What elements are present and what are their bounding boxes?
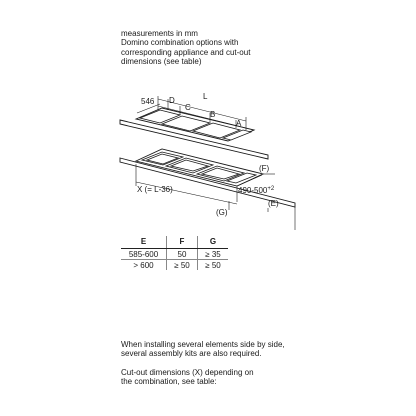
- header-e: E: [121, 236, 167, 249]
- note-line: several assembly kits are also required.: [121, 349, 262, 359]
- table-header: [121, 236, 228, 249]
- cutout-line: Cut-out dimensions (X) depending on: [121, 368, 254, 377]
- label-l: L: [203, 92, 208, 101]
- intro-line: Domino combination options with: [121, 38, 239, 48]
- table-cell: 50: [167, 249, 198, 260]
- label-490-500: $490-500^{+2}$: [238, 186, 275, 195]
- note-line: When installing several elements side by side,: [121, 340, 285, 349]
- table-cell: > 600: [133, 260, 154, 270]
- table-cell: ≥ 50: [167, 260, 198, 271]
- intro-line: measurements in mm: [121, 29, 198, 38]
- table-cell: ≥ 35: [198, 249, 229, 260]
- intro-line: dimensions (see table): [121, 57, 202, 67]
- label-e: (E): [268, 199, 279, 208]
- dim-546: 546: [141, 97, 155, 106]
- intro-line: corresponding appliance and cut-out: [121, 47, 251, 57]
- table-cell: ≥ 50: [198, 260, 229, 271]
- label-c: C: [185, 103, 191, 112]
- cutout-table: [121, 236, 228, 270]
- label-g: (G): [216, 208, 228, 217]
- label-a: A: [236, 119, 242, 128]
- table-cell: 585-600: [121, 249, 167, 260]
- label-b: B: [210, 110, 216, 119]
- cutout-note: [121, 368, 254, 387]
- label-x: X (= L-36): [137, 185, 173, 194]
- label-d: D: [169, 96, 175, 105]
- assembly-note: [121, 340, 285, 359]
- cutout-line: the combination, see table:: [121, 377, 217, 387]
- table-row: [121, 260, 228, 271]
- header-f: F: [167, 236, 198, 249]
- table-row: [121, 249, 228, 260]
- header-g: G: [198, 236, 229, 249]
- label-f: (F): [259, 164, 270, 173]
